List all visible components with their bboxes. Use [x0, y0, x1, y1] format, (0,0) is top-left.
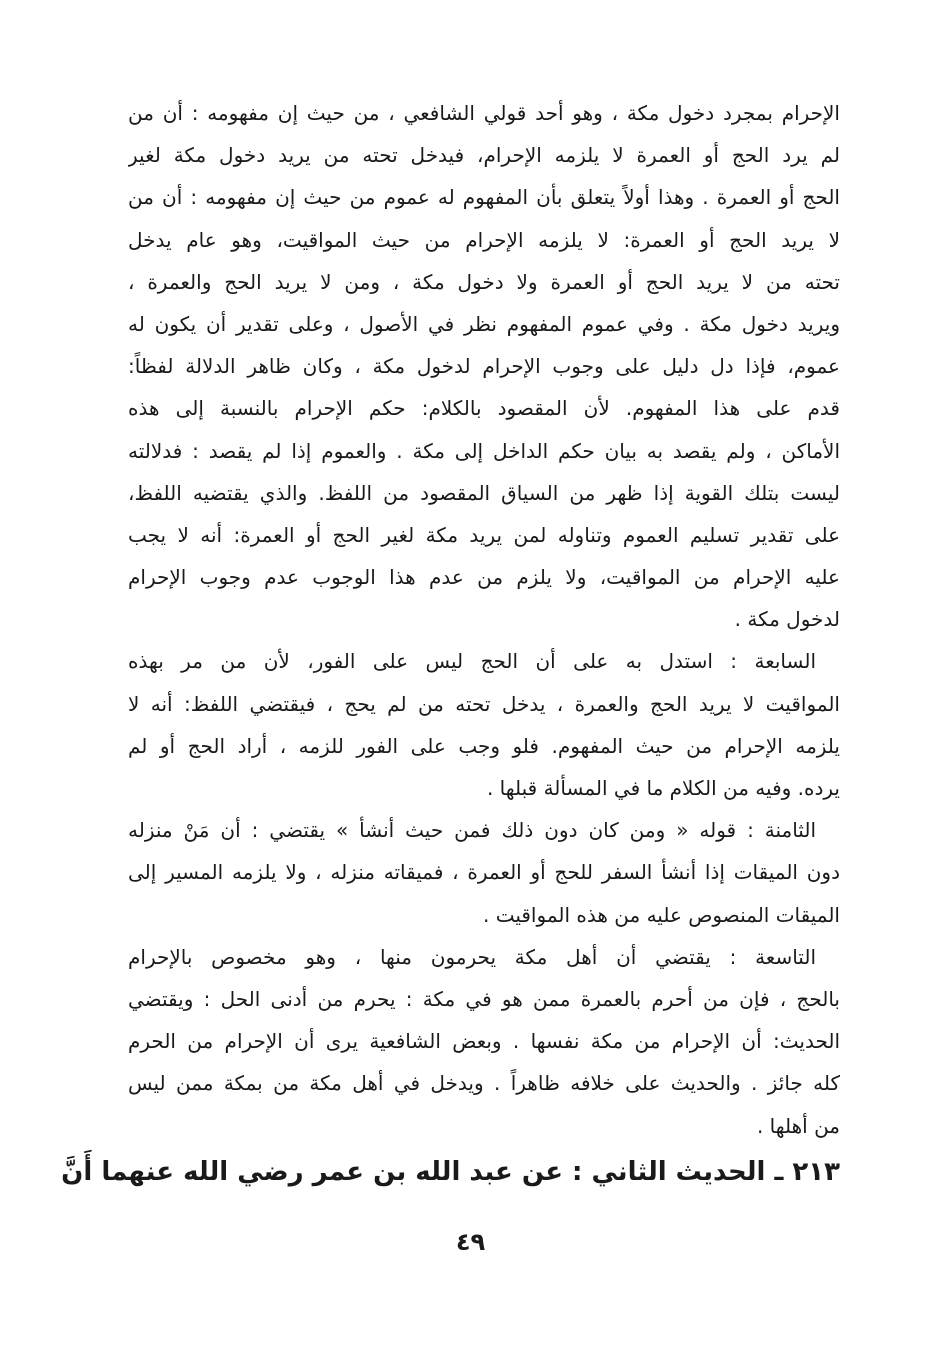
text-line: دون الميقات إذا أنشأ السفر للحج أو العمرة ، فميقاته منزله ، ولا يلزمه المسير إلى — [128, 860, 840, 885]
text-line: ويريد دخول مكة . وفي عموم المفهوم نظر في الأصول ، وعلى تقدير أن يكون له — [128, 311, 840, 336]
text-line: من أهلها . — [756, 1113, 840, 1138]
hadith-heading: ٢١٣ ـ الحديث الثاني : عن عبد الله بن عمر رضي الله عنهما أَنَّ — [61, 1157, 840, 1187]
text-line: الأماكن ، ولم يقصد به بيان حكم الداخل إلى مكة . والعموم إذا لم يقصد : فدلالته — [128, 438, 840, 463]
text-line: قدم على هذا المفهوم. لأن المقصود بالكلام: حكم الإحرام بالنسبة إلى هذه — [128, 396, 840, 421]
text-line: الميقات المنصوص عليه من هذه المواقيت . — [482, 902, 840, 927]
paragraph-seventh-start: السابعة : استدل به على أن الحج ليس على الفور، لأن من مر بهذه — [128, 649, 816, 674]
text-line: الحديث: أن الإحرام من مكة نفسها . وبعض الشافعية يرى أن الإحرام من الحرم — [128, 1029, 840, 1054]
text-line: كله جائز . والحديث على خلافه ظاهراً . ويدخل في أهل مكة من بمكة ممن ليس — [128, 1071, 840, 1096]
text-line: الإحرام بمجرد دخول مكة ، وهو أحد قولي الشافعي ، من حيث إن مفهومه : أن من — [128, 101, 840, 125]
text-line: ليست بتلك القوية إذا ظهر من السياق المقصود من اللفظ. والذي يقتضيه اللفظ، — [128, 480, 840, 505]
text-line: المواقيت لا يريد الحج والعمرة ، يدخل تحته من لم يحج ، فيقتضي اللفظ: أنه لا — [128, 691, 840, 716]
text-line: عموم، فإذا دل دليل على وجوب الإحرام لدخول مكة ، وكان ظاهر الدلالة لفظاً: — [128, 354, 840, 379]
text-line: لدخول مكة . — [734, 607, 840, 632]
text-line: على تقدير تسليم العموم وتناوله لمن يريد مكة لغير الحج أو العمرة: أنه لا يجب — [128, 522, 840, 547]
text-line: يلزمه الإحرام من حيث المفهوم. فلو وجب على الفور للزمه ، أراد الحج أو لم — [128, 733, 840, 758]
text-line: لا يريد الحج أو العمرة: لا يلزمه الإحرام من حيث المواقيت، وهو عام يدخل — [128, 227, 840, 252]
body-text — [128, 92, 840, 1147]
text-line: عليه الإحرام من المواقيت، ولا يلزم من عدم هذا الوجوب عدم وجوب الإحرام — [128, 565, 840, 590]
text-line: بالحج ، فإن من أحرم بالعمرة ممن هو في مكة : يحرم من أدنى الحل : ويقتضي — [128, 986, 840, 1011]
page-number: ٤٩ — [455, 1228, 486, 1256]
paragraph-ninth-start: التاسعة : يقتضي أن أهل مكة يحرمون منها ، وهو مخصوص بالإحرام — [128, 944, 816, 969]
paragraph-eighth-start: الثامنة : قوله « ومن كان دون ذلك فمن حيث أنشأ » يقتضي : أن مَنْ منزله — [128, 818, 816, 843]
text-line: لم يرد الحج أو العمرة لا يلزمه الإحرام، فيدخل تحته من يريد دخول مكة لغير — [128, 143, 840, 168]
text-line: الحج أو العمرة . وهذا أولاً يتعلق بأن المفهوم له عموم من حيث إن مفهومه : أن من — [128, 185, 840, 210]
text-line: يرده. وفيه من الكلام ما في المسألة قبلها . — [486, 776, 840, 800]
text-line: تحته من لا يريد الحج أو العمرة ولا دخول مكة ، ومن لا يريد الحج والعمرة ، — [128, 269, 840, 294]
